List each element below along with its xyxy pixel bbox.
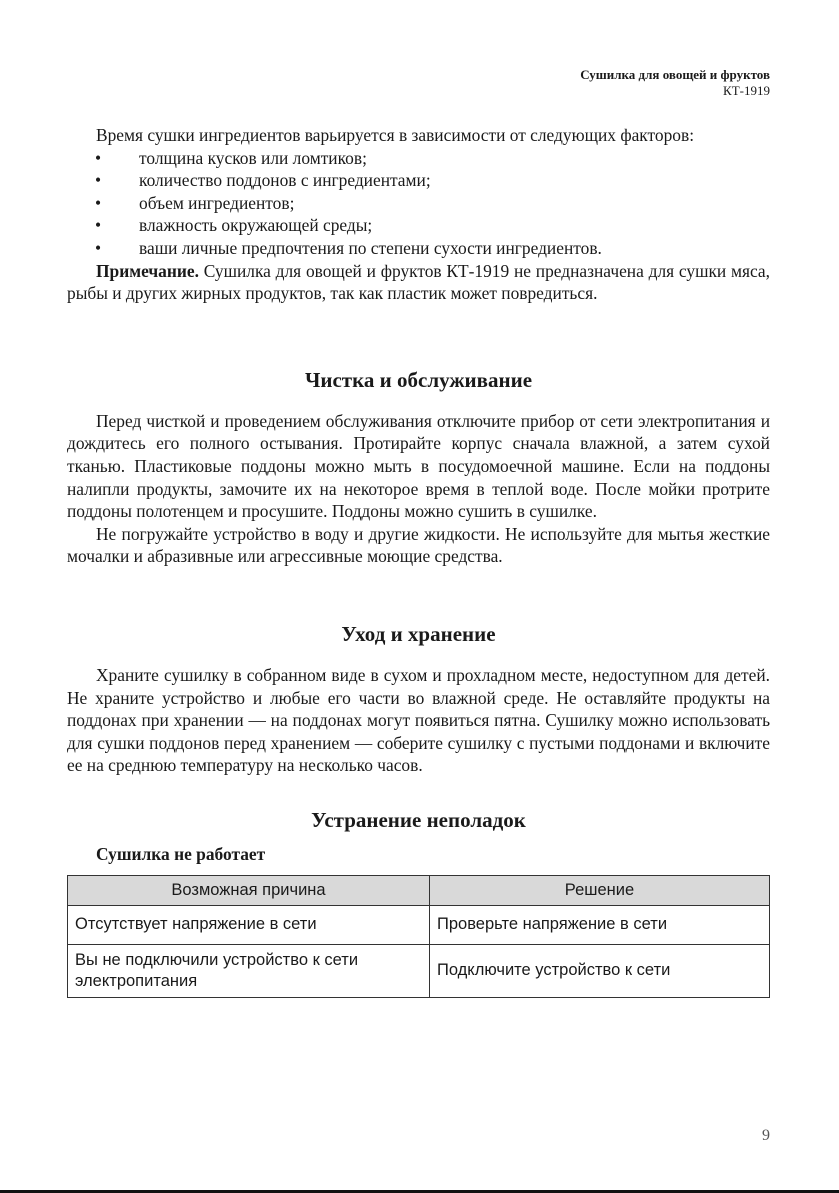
column-header-solution: Решение <box>430 875 770 905</box>
bullet-icon: • <box>95 215 102 236</box>
page-number: 9 <box>762 1127 770 1144</box>
page-content <box>67 124 770 998</box>
table-row <box>68 905 770 944</box>
list-item-text: объем ингредиентов; <box>139 192 295 213</box>
troubleshooting-heading: Устранение неполадок <box>311 807 526 832</box>
bullet-icon: • <box>95 192 102 213</box>
header-product-title: Сушилка для овощей и фруктов <box>580 67 770 82</box>
bullet-icon: • <box>95 147 102 168</box>
cleaning-paragraph-1: Перед чисткой и проведением обслуживания отключите прибор от сети электропитания и дождитесь его полного остывания. Протирайте корпус сначала влажной, а затем сухой тканью. Пластиковые поддоны можно мыть в посудомоечной машине. Если на поддоны налипли продукты, замочите их на некоторое время в теплой воде. После мойки протрите поддоны полотенцем и просушите. Поддоны можно сушить в сушилке. <box>67 410 770 522</box>
table-row <box>68 944 770 997</box>
running-header <box>580 67 770 99</box>
cause-cell: Вы не подключили устройство к сети электропитания <box>68 944 430 997</box>
bullet-icon: • <box>95 237 102 258</box>
solution-cell: Подключите устройство к сети <box>430 944 770 997</box>
list-item <box>67 237 770 260</box>
cleaning-heading: Чистка и обслуживание <box>304 367 533 392</box>
troubleshooting-section <box>67 807 770 998</box>
drying-factors-section <box>67 124 770 305</box>
list-item <box>67 192 770 215</box>
cleaning-section <box>67 367 770 568</box>
factors-lead: Время сушки ингредиентов варьируется в зависимости от следующих факторов: <box>96 125 695 145</box>
list-item <box>67 214 770 237</box>
bullet-icon: • <box>95 170 102 191</box>
solution-cell: Проверьте напряжение в сети <box>430 905 770 944</box>
header-model: КТ-1919 <box>723 83 770 98</box>
troubleshooting-table <box>67 875 770 998</box>
note-paragraph <box>67 260 770 305</box>
column-header-cause: Возможная причина <box>68 875 430 905</box>
table-header-row <box>68 875 770 905</box>
list-item <box>67 169 770 192</box>
list-item-text: влажность окружающей среды; <box>139 215 373 236</box>
troubleshooting-subheading: Сушилка не работает <box>96 843 266 864</box>
cleaning-paragraph-2: Не погружайте устройство в воду и другие жидкости. Не используйте для мытья жесткие мочалки и абразивные или агрессивные моющие средства. <box>67 523 770 567</box>
storage-heading: Уход и хранение <box>341 621 496 646</box>
list-item-text: ваши личные предпочтения по степени сухости ингредиентов. <box>139 237 602 258</box>
note-text: Сушилка для овощей и фруктов КТ-1919 не предназначена для сушки мяса, рыбы и других жирных продуктов, так как пластик может повредиться. <box>67 260 770 304</box>
list-item-text: толщина кусков или ломтиков; <box>139 147 367 168</box>
storage-section <box>67 621 770 777</box>
list-item-text: количество поддонов с ингредиентами; <box>139 170 431 191</box>
note-label: Примечание. <box>96 260 199 281</box>
storage-paragraph: Храните сушилку в собранном виде в сухом и прохладном месте, недоступном для детей. Не храните устройство и любые его части во влажной среде. Не оставляйте продукты на поддонах при хранении — на поддонах могут появиться пятна. Сушилку можно использовать для сушки поддонов перед хранением — соберите сушилку с пустыми поддонами и включите ее на среднюю температуру на несколько часов. <box>67 664 770 776</box>
cause-cell: Отсутствует напряжение в сети <box>68 905 430 944</box>
list-item <box>67 147 770 170</box>
factors-list <box>67 147 770 260</box>
